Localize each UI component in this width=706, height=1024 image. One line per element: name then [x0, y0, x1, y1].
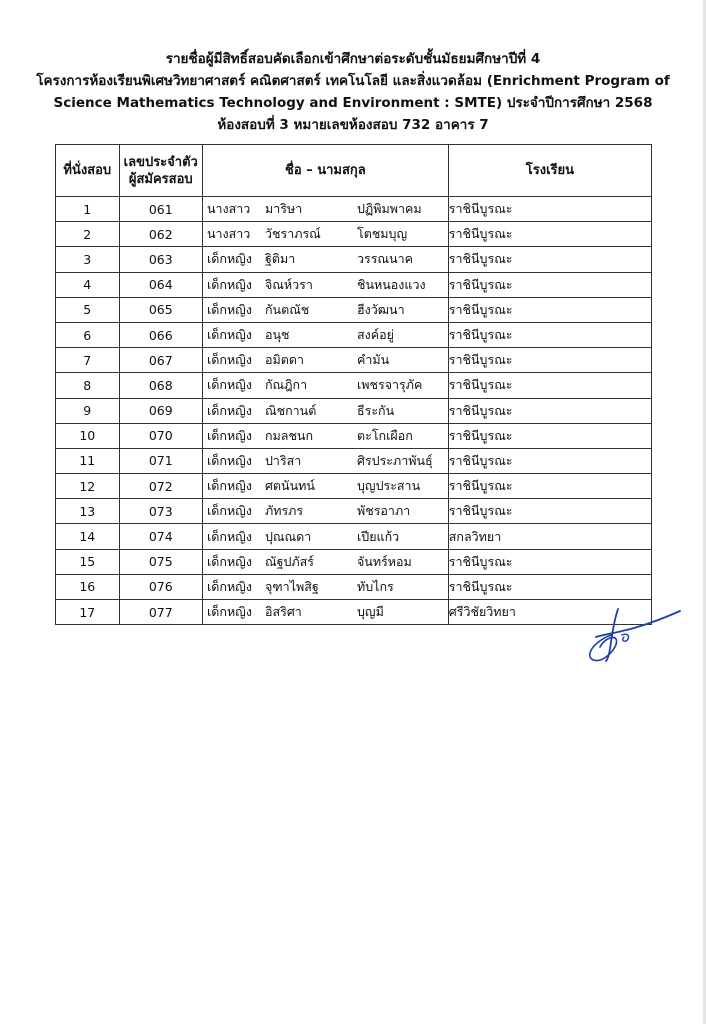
table-row — [56, 524, 652, 549]
table-row — [56, 247, 652, 272]
last-name: ทับไกร — [356, 578, 394, 594]
first-name: มาริษา — [264, 201, 303, 217]
name-prefix: เด็กหญิง — [206, 377, 252, 393]
applicant-number: 065 — [119, 297, 202, 322]
applicant-number: 068 — [119, 373, 202, 398]
seat-number: 2 — [56, 222, 120, 247]
candidate-name — [202, 474, 448, 499]
candidate-table — [55, 144, 652, 625]
heading-line-4-exam-room: ห้องสอบที่ 3 หมายเลขห้องสอบ 732 อาคาร 7 — [217, 117, 489, 133]
applicant-number: 073 — [119, 499, 202, 524]
last-name: ศิรประภาพันธุ์ — [356, 452, 433, 468]
name-prefix: เด็กหญิง — [206, 578, 252, 594]
first-name: ณัฐปภัสร์ — [264, 553, 314, 569]
table-row — [56, 423, 652, 448]
last-name: วรรณนาค — [356, 251, 413, 267]
school-name: ราชินีบูรณะ — [448, 322, 651, 347]
candidate-name — [202, 373, 448, 398]
school-name: ราชินีบูรณะ — [448, 348, 651, 373]
heading-line-3: Science Mathematics Technology and Environment : SMTE) ประจำปีการศึกษา 2568 — [53, 95, 653, 111]
name-prefix: เด็กหญิง — [206, 276, 252, 292]
seat-number: 3 — [56, 247, 120, 272]
name-prefix: เด็กหญิง — [206, 528, 252, 544]
name-prefix: เด็กหญิง — [206, 452, 252, 468]
candidate-name — [202, 549, 448, 574]
name-parts — [203, 552, 448, 572]
first-name: อมิตดา — [264, 352, 304, 368]
first-name: วัชราภรณ์ — [264, 226, 321, 242]
name-parts — [203, 375, 448, 395]
last-name: เปียแก้ว — [356, 528, 400, 544]
name-parts — [203, 501, 448, 521]
table-row — [56, 448, 652, 473]
last-name: คำมัน — [356, 352, 390, 368]
header-applicant-number-line-1: เลขประจำตัว — [123, 154, 198, 170]
applicant-number: 071 — [119, 448, 202, 473]
table-row — [56, 373, 652, 398]
last-name: ตะโกเผือก — [356, 427, 413, 443]
applicant-number: 064 — [119, 272, 202, 297]
school-name: ราชินีบูรณะ — [448, 222, 651, 247]
table-header-row — [56, 145, 652, 197]
candidate-name — [202, 398, 448, 423]
first-name: กัณฎิกา — [264, 377, 308, 393]
seat-number: 12 — [56, 474, 120, 499]
school-name: สกลวิทยา — [448, 524, 651, 549]
header-name: ชื่อ – นามสกุล — [202, 145, 448, 197]
table-row — [56, 549, 652, 574]
applicant-number: 062 — [119, 222, 202, 247]
last-name: บุญประสาน — [356, 478, 421, 494]
first-name: กมลชนก — [264, 427, 314, 443]
last-name: บุญมี — [356, 604, 384, 620]
applicant-number: 066 — [119, 322, 202, 347]
applicant-number: 075 — [119, 549, 202, 574]
candidate-name — [202, 600, 448, 625]
candidate-name — [202, 448, 448, 473]
name-prefix: เด็กหญิง — [206, 478, 252, 494]
name-prefix: เด็กหญิง — [206, 327, 252, 343]
candidate-name — [202, 247, 448, 272]
heading-line-2: โครงการห้องเรียนพิเศษวิทยาศาสตร์ คณิตศาสตร์ เทคโนโลยี และสิ่งแวดล้อม (Enrichment Program of — [36, 73, 670, 89]
candidate-name — [202, 499, 448, 524]
table-body — [56, 197, 652, 625]
table-row — [56, 322, 652, 347]
first-name: จิณห์วรา — [264, 276, 313, 292]
seat-number: 7 — [56, 348, 120, 373]
seat-number: 5 — [56, 297, 120, 322]
table-row — [56, 600, 652, 625]
name-prefix: เด็กหญิง — [206, 251, 252, 267]
candidate-name — [202, 423, 448, 448]
school-name: ราชินีบูรณะ — [448, 297, 651, 322]
name-parts — [203, 199, 448, 219]
first-name: อนุช — [264, 327, 290, 343]
seat-number: 6 — [56, 322, 120, 347]
table-row — [56, 272, 652, 297]
header-school: โรงเรียน — [448, 145, 651, 197]
heading-line-1: รายชื่อผู้มีสิทธิ์สอบคัดเลือกเข้าศึกษาต่อระดับชั้นมัธยมศึกษาปีที่ 4 — [165, 51, 541, 67]
candidate-name — [202, 322, 448, 347]
school-name: ราชินีบูรณะ — [448, 423, 651, 448]
candidate-name — [202, 348, 448, 373]
document-heading — [0, 48, 706, 136]
seat-number: 16 — [56, 574, 120, 599]
header-applicant-number — [119, 145, 202, 197]
seat-number: 11 — [56, 448, 120, 473]
name-parts — [203, 224, 448, 244]
name-parts — [203, 325, 448, 345]
school-name: ราชินีบูรณะ — [448, 247, 651, 272]
last-name: ปฏิพิมพาคม — [356, 201, 422, 217]
last-name: ฮีงวัฒนา — [356, 301, 405, 317]
last-name: สงค์อยู่ — [356, 327, 394, 343]
table-row — [56, 574, 652, 599]
school-name: ราชินีบูรณะ — [448, 373, 651, 398]
school-name: ราชินีบูรณะ — [448, 549, 651, 574]
table-row — [56, 474, 652, 499]
name-prefix: เด็กหญิง — [206, 301, 252, 317]
applicant-number: 067 — [119, 348, 202, 373]
school-name: ราชินีบูรณะ — [448, 197, 651, 222]
seat-number: 9 — [56, 398, 120, 423]
applicant-number: 074 — [119, 524, 202, 549]
header-applicant-number-line-2: ผู้สมัครสอบ — [128, 171, 193, 187]
table-row — [56, 297, 652, 322]
school-name: ราชินีบูรณะ — [448, 272, 651, 297]
name-parts — [203, 426, 448, 446]
last-name: พัชรอาภา — [356, 503, 411, 519]
seat-number: 13 — [56, 499, 120, 524]
school-name: ราชินีบูรณะ — [448, 574, 651, 599]
candidate-name — [202, 297, 448, 322]
first-name: กันตณัช — [264, 301, 310, 317]
first-name: ปุณณดา — [264, 528, 312, 544]
school-name: ศรีวิชัยวิทยา — [448, 600, 651, 625]
applicant-number: 072 — [119, 474, 202, 499]
applicant-number: 077 — [119, 600, 202, 625]
handwritten-signature — [582, 605, 686, 665]
name-parts — [203, 577, 448, 597]
name-parts — [203, 249, 448, 269]
table-row — [56, 222, 652, 247]
first-name: ณิชกานต์ — [264, 402, 317, 418]
first-name: ภัทรภร — [264, 503, 304, 519]
candidate-name — [202, 222, 448, 247]
name-parts — [203, 401, 448, 421]
seat-number: 8 — [56, 373, 120, 398]
name-parts — [203, 602, 448, 622]
name-parts — [203, 476, 448, 496]
seat-number: 4 — [56, 272, 120, 297]
first-name: จุฑาไพสิฐ — [264, 578, 319, 594]
candidate-name — [202, 574, 448, 599]
name-prefix: เด็กหญิง — [206, 553, 252, 569]
seat-number: 15 — [56, 549, 120, 574]
candidate-name — [202, 272, 448, 297]
last-name: จันทร์หอม — [356, 553, 412, 569]
school-name: ราชินีบูรณะ — [448, 499, 651, 524]
first-name: ศตนันทน์ — [264, 478, 315, 494]
seat-number: 17 — [56, 600, 120, 625]
seat-number: 1 — [56, 197, 120, 222]
name-parts — [203, 350, 448, 370]
name-prefix: เด็กหญิง — [206, 503, 252, 519]
applicant-number: 070 — [119, 423, 202, 448]
name-parts — [203, 300, 448, 320]
table-row — [56, 197, 652, 222]
applicant-number: 061 — [119, 197, 202, 222]
last-name: โตชมบุญ — [356, 226, 408, 242]
table-row — [56, 398, 652, 423]
first-name: ฐิติมา — [264, 251, 296, 267]
name-prefix: เด็กหญิง — [206, 604, 252, 620]
seat-number: 14 — [56, 524, 120, 549]
applicant-number: 063 — [119, 247, 202, 272]
school-name: ราชินีบูรณะ — [448, 448, 651, 473]
candidate-name — [202, 197, 448, 222]
name-parts — [203, 275, 448, 295]
name-prefix: เด็กหญิง — [206, 352, 252, 368]
table-row — [56, 348, 652, 373]
school-name: ราชินีบูรณะ — [448, 398, 651, 423]
name-prefix: นางสาว — [206, 226, 251, 242]
first-name: อิสริศา — [264, 604, 302, 620]
seat-number: 10 — [56, 423, 120, 448]
table-row — [56, 499, 652, 524]
applicant-number: 076 — [119, 574, 202, 599]
last-name: เพชรจารุภัค — [356, 377, 423, 393]
candidate-name — [202, 524, 448, 549]
name-prefix: นางสาว — [206, 201, 251, 217]
last-name: ธีระกัน — [356, 402, 395, 418]
school-name: ราชินีบูรณะ — [448, 474, 651, 499]
last-name: ชินหนองแวง — [356, 276, 426, 292]
first-name: ปาริสา — [264, 452, 302, 468]
applicant-number: 069 — [119, 398, 202, 423]
name-prefix: เด็กหญิง — [206, 402, 252, 418]
name-parts — [203, 451, 448, 471]
header-seat: ที่นั่งสอบ — [56, 145, 120, 197]
name-parts — [203, 527, 448, 547]
name-prefix: เด็กหญิง — [206, 427, 252, 443]
